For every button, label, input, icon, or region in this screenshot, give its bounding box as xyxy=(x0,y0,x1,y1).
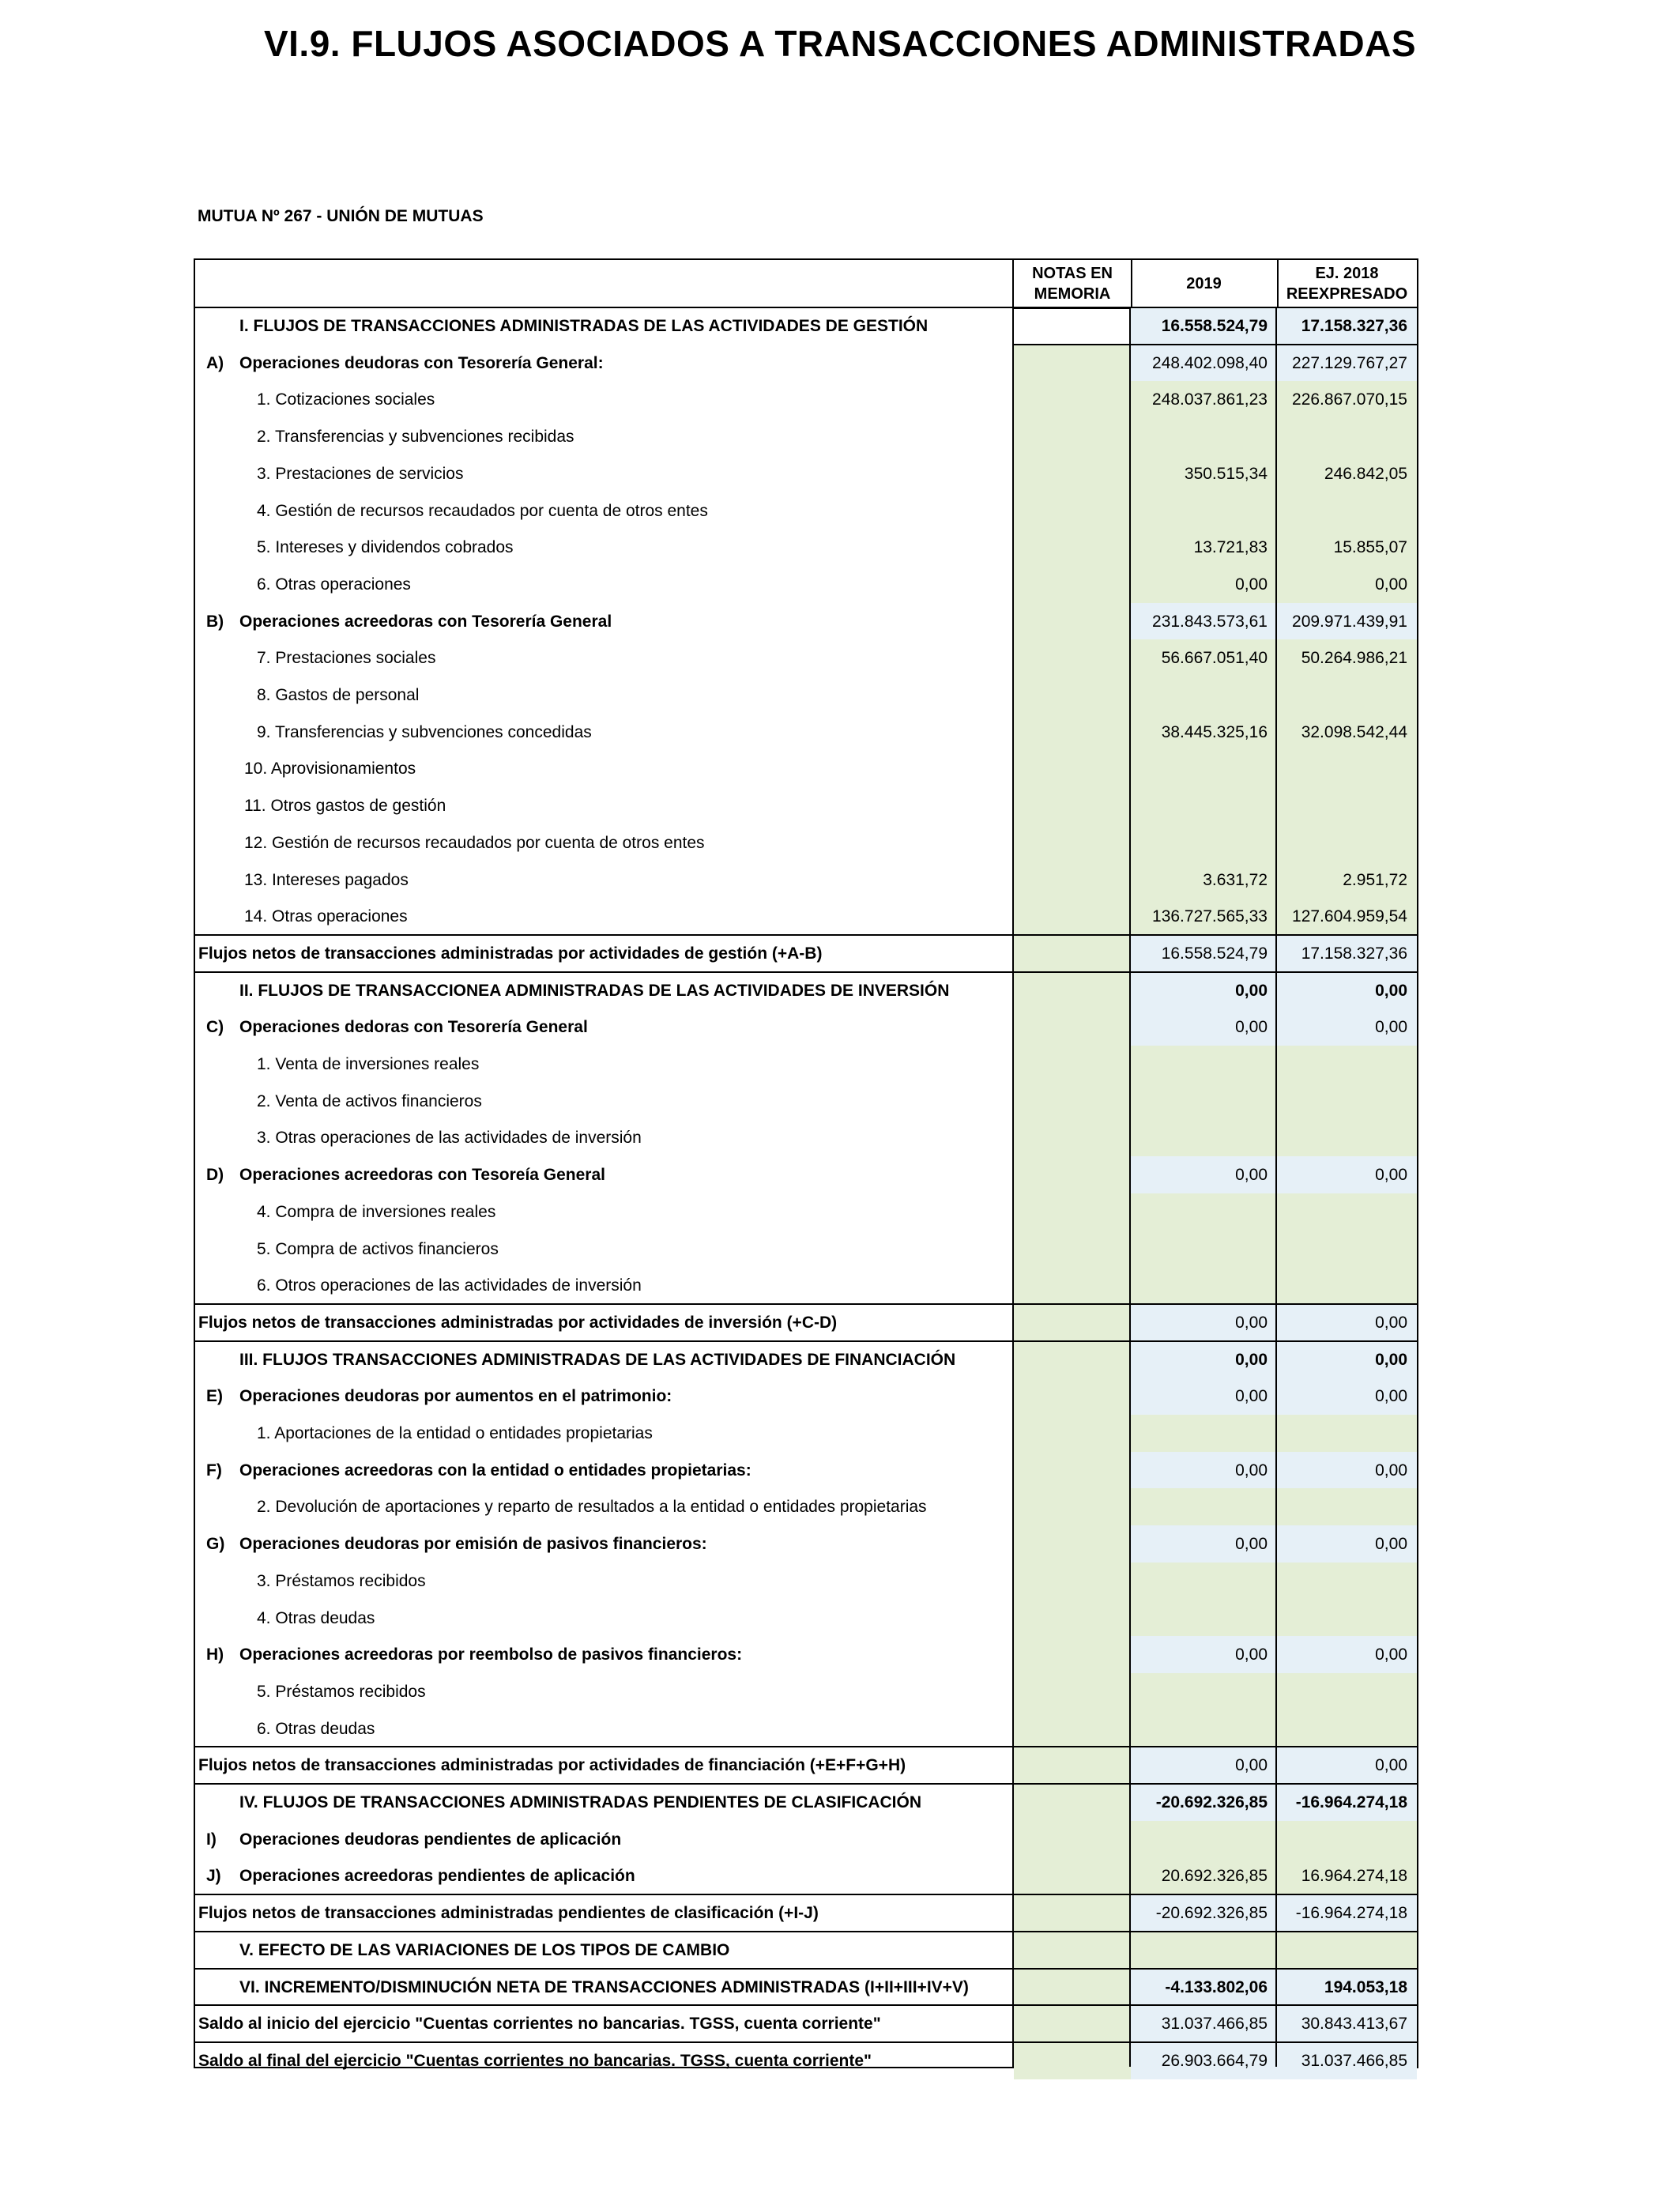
value-2018 xyxy=(1277,1231,1417,1268)
row-label: Operaciones dedoras con Tesorería General xyxy=(239,1018,588,1037)
row-label: 11. Otros gastos de gestión xyxy=(244,797,446,816)
value-2019: 0,00 xyxy=(1235,981,1268,1000)
row-label: 4. Compra de inversiones reales xyxy=(257,1202,496,1221)
notes-cell xyxy=(1014,418,1131,455)
value-2018: 227.129.767,27 xyxy=(1292,353,1407,372)
row-separator xyxy=(195,1894,1417,1895)
value-2018 xyxy=(1277,1710,1417,1747)
value-2018 xyxy=(1277,1563,1417,1600)
value-2019: 0,00 xyxy=(1235,575,1268,594)
row-separator xyxy=(195,307,1417,308)
value-2019: 350.515,34 xyxy=(1184,464,1268,483)
value-2018 xyxy=(1277,1673,1417,1710)
value-2018: 226.867.070,15 xyxy=(1292,390,1407,409)
notes-cell xyxy=(1014,1969,1131,2006)
notes-cell xyxy=(1014,1341,1131,1378)
table-row xyxy=(195,714,1417,751)
notes-cell xyxy=(1014,898,1131,935)
value-2019: 0,00 xyxy=(1235,1646,1268,1664)
table-row xyxy=(195,861,1417,899)
row-separator xyxy=(195,1746,1417,1747)
value-2018 xyxy=(1277,1821,1417,1858)
table-row xyxy=(195,639,1417,677)
value-2019 xyxy=(1131,1488,1277,1525)
row-label: Operaciones deudoras con Tesorería General: xyxy=(239,353,604,372)
table-row xyxy=(195,1821,1417,1858)
table-row xyxy=(195,1415,1417,1452)
notes-cell xyxy=(1014,1710,1131,1747)
row-separator xyxy=(195,2041,1417,2043)
value-2019 xyxy=(1131,1600,1277,1637)
notes-cell xyxy=(1014,1932,1131,1969)
row-code: G) xyxy=(206,1535,225,1554)
notes-cell xyxy=(1014,1821,1131,1858)
value-2018 xyxy=(1277,1119,1417,1156)
notes-cell xyxy=(1014,2005,1131,2042)
table-row xyxy=(195,1784,1417,1821)
notes-cell xyxy=(1014,1525,1131,1563)
value-2019 xyxy=(1131,1083,1277,1120)
table-row xyxy=(195,2005,1417,2042)
value-2018: 50.264.986,21 xyxy=(1301,649,1407,668)
value-2019: 0,00 xyxy=(1235,1350,1268,1369)
value-2019: 0,00 xyxy=(1235,1535,1268,1554)
value-2018 xyxy=(1277,750,1417,787)
table-row xyxy=(195,1932,1417,1969)
table-row xyxy=(195,345,1417,382)
value-2019 xyxy=(1131,1046,1277,1083)
value-2019: -20.692.326,85 xyxy=(1155,1793,1268,1811)
table-row xyxy=(195,972,1417,1009)
table-row xyxy=(195,529,1417,566)
value-2019 xyxy=(1131,1710,1277,1747)
value-2019: 0,00 xyxy=(1235,1166,1268,1185)
notes-cell xyxy=(1014,1083,1131,1120)
row-label: 3. Prestaciones de servicios xyxy=(257,464,464,483)
row-label: III. FLUJOS TRANSACCIONES ADMINISTRADAS DE LAS ACTIVIDADES DE FINANCIACIÓN xyxy=(239,1350,956,1369)
row-label: 5. Intereses y dividendos cobrados xyxy=(257,538,514,557)
notes-cell xyxy=(1014,1894,1131,1932)
value-2018: 17.158.327,36 xyxy=(1301,317,1407,335)
notes-cell xyxy=(1014,1193,1131,1231)
value-2019: 16.558.524,79 xyxy=(1161,944,1268,963)
value-2019 xyxy=(1131,418,1277,455)
notes-cell xyxy=(1014,1415,1131,1452)
notes-cell xyxy=(1014,1231,1131,1268)
value-2018: 0,00 xyxy=(1375,575,1407,594)
notes-cell xyxy=(1014,381,1131,418)
row-separator xyxy=(195,2004,1417,2006)
row-label: 7. Prestaciones sociales xyxy=(257,649,436,668)
value-2018: 127.604.959,54 xyxy=(1292,907,1407,926)
notes-cell xyxy=(1014,529,1131,566)
row-label: 6. Otras operaciones xyxy=(257,575,411,594)
row-label: 2. Devolución de aportaciones y reparto de resultados a la entidad o entidades propietarias xyxy=(257,1498,927,1517)
table-row xyxy=(195,2042,1417,2079)
table-row xyxy=(195,418,1417,455)
row-label: 6. Otras deudas xyxy=(257,1719,375,1738)
notes-cell xyxy=(1014,1673,1131,1710)
value-2018 xyxy=(1277,1046,1417,1083)
table-row xyxy=(195,1304,1417,1341)
value-2018 xyxy=(1277,1267,1417,1304)
value-2019: 56.667.051,40 xyxy=(1161,649,1268,668)
row-code: C) xyxy=(206,1018,224,1037)
table-row xyxy=(195,1008,1417,1046)
value-2018: 0,00 xyxy=(1375,1166,1407,1185)
table-row xyxy=(195,1969,1417,2006)
row-label: Saldo al final del ejercicio "Cuentas corrientes no bancarias. TGSS, cuenta corriente" xyxy=(198,2051,872,2070)
value-2019 xyxy=(1131,787,1277,824)
value-2018: 0,00 xyxy=(1375,1387,1407,1406)
value-2019: 26.903.664,79 xyxy=(1161,2051,1268,2070)
row-separator xyxy=(1012,344,1417,345)
row-label: Flujos netos de transacciones administradas por actividades de financiación (+E+F+G+H) xyxy=(198,1756,906,1775)
notes-cell xyxy=(1014,1378,1131,1415)
value-2018: -16.964.274,18 xyxy=(1295,1904,1407,1923)
value-2018: 0,00 xyxy=(1375,1018,1407,1037)
notes-cell xyxy=(1014,677,1131,714)
table-row xyxy=(195,1119,1417,1156)
row-label: IV. FLUJOS DE TRANSACCIONES ADMINISTRADAS PENDIENTES DE CLASIFICACIÓN xyxy=(239,1793,922,1811)
row-label: 12. Gestión de recursos recaudados por cuenta de otros entes xyxy=(244,833,705,852)
row-label: 8. Gastos de personal xyxy=(257,686,420,704)
table-row xyxy=(195,1378,1417,1415)
row-label: 13. Intereses pagados xyxy=(244,870,409,889)
value-2018 xyxy=(1277,1600,1417,1637)
value-2018: 194.053,18 xyxy=(1324,1977,1407,1996)
row-separator xyxy=(195,934,1417,936)
table-row xyxy=(195,566,1417,603)
notes-cell xyxy=(1014,566,1131,603)
row-label: 5. Compra de activos financieros xyxy=(257,1239,499,1258)
table-row xyxy=(195,1156,1417,1193)
row-code: E) xyxy=(206,1387,223,1406)
value-2018 xyxy=(1277,787,1417,824)
row-label: 14. Otras operaciones xyxy=(244,907,408,926)
value-2018: 0,00 xyxy=(1375,1535,1407,1554)
value-2018 xyxy=(1277,824,1417,861)
value-2018: 17.158.327,36 xyxy=(1301,944,1407,963)
row-label: Flujos netos de transacciones administradas por actividades de inversión (+C-D) xyxy=(198,1313,838,1332)
notes-cell xyxy=(1014,861,1131,899)
notes-cell xyxy=(1014,1784,1131,1821)
value-2018: 0,00 xyxy=(1375,981,1407,1000)
notes-cell xyxy=(1014,455,1131,492)
value-2018 xyxy=(1277,492,1417,530)
row-label: Flujos netos de transacciones administradas por actividades de gestión (+A-B) xyxy=(198,944,823,963)
cash-flow-table xyxy=(194,258,1418,2068)
notes-cell xyxy=(1014,492,1131,530)
row-separator xyxy=(195,1931,1417,1932)
page-title: VI.9. FLUJOS ASOCIADOS A TRANSACCIONES ADMINISTRADAS xyxy=(263,23,1417,64)
row-label: 3. Otras operaciones de las actividades de inversión xyxy=(257,1129,642,1148)
row-separator xyxy=(195,1340,1417,1342)
value-2019: 20.692.326,85 xyxy=(1161,1867,1268,1886)
notes-cell xyxy=(1014,1156,1131,1193)
notes-cell xyxy=(1014,1452,1131,1489)
table-row xyxy=(195,1341,1417,1378)
value-2019: 248.037.861,23 xyxy=(1152,390,1268,409)
row-code: H) xyxy=(206,1646,224,1664)
row-label: VI. INCREMENTO/DISMINUCIÓN NETA DE TRANSACCIONES ADMINISTRADAS (I+II+III+IV+V) xyxy=(239,1977,969,1996)
row-label: V. EFECTO DE LAS VARIACIONES DE LOS TIPOS DE CAMBIO xyxy=(239,1940,730,1959)
value-2019 xyxy=(1131,1267,1277,1304)
row-code: J) xyxy=(206,1867,221,1886)
value-2019: 248.402.098,40 xyxy=(1152,353,1268,372)
value-2019: 0,00 xyxy=(1235,1756,1268,1775)
entity-label: MUTUA Nº 267 - UNIÓN DE MUTUAS xyxy=(198,207,484,225)
table-row xyxy=(195,307,1417,345)
table-row xyxy=(195,603,1417,640)
notes-cell xyxy=(1014,1488,1131,1525)
table-row xyxy=(195,455,1417,492)
row-label: Operaciones deudoras por aumentos en el patrimonio: xyxy=(239,1387,672,1406)
value-2019: 0,00 xyxy=(1235,1018,1268,1037)
value-2018 xyxy=(1277,677,1417,714)
value-2019: 0,00 xyxy=(1235,1313,1268,1332)
year2019-column-line xyxy=(1129,307,1131,2067)
notes-cell xyxy=(1014,1747,1131,1784)
notes-cell xyxy=(1014,1857,1131,1894)
table-row xyxy=(195,381,1417,418)
table-row xyxy=(195,1525,1417,1563)
row-label: II. FLUJOS DE TRANSACCIONEA ADMINISTRADAS DE LAS ACTIVIDADES DE INVERSIÓN xyxy=(239,981,950,1000)
table-row xyxy=(195,750,1417,787)
value-2019: 16.558.524,79 xyxy=(1161,317,1268,335)
row-label: Operaciones deudoras por emisión de pasivos financieros: xyxy=(239,1535,707,1554)
value-2018 xyxy=(1277,1083,1417,1120)
table-row xyxy=(195,1857,1417,1894)
row-label: 9. Transferencias y subvenciones concedidas xyxy=(257,722,592,741)
value-2019 xyxy=(1131,824,1277,861)
value-2019 xyxy=(1131,1673,1277,1710)
notes-cell xyxy=(1014,824,1131,861)
notes-cell xyxy=(1014,2042,1131,2079)
row-code: I) xyxy=(206,1830,217,1849)
table-row xyxy=(195,1563,1417,1600)
notes-cell xyxy=(1014,603,1131,640)
value-2018: 0,00 xyxy=(1375,1350,1407,1369)
header-notes: NOTAS EN MEMORIA xyxy=(1032,265,1113,303)
row-label: 2. Venta de activos financieros xyxy=(257,1091,482,1110)
notes-cell xyxy=(1014,935,1131,972)
notes-cell xyxy=(1014,787,1131,824)
table-row xyxy=(195,787,1417,824)
notes-cell xyxy=(1014,972,1131,1009)
value-2019 xyxy=(1131,1415,1277,1452)
value-2018: 0,00 xyxy=(1375,1313,1407,1332)
value-2018 xyxy=(1277,418,1417,455)
value-2018 xyxy=(1277,1488,1417,1525)
row-code: B) xyxy=(206,612,224,631)
row-separator xyxy=(195,1968,1417,1970)
table-row xyxy=(195,1747,1417,1784)
row-label: 1. Venta de inversiones reales xyxy=(257,1055,480,1073)
value-2019: -20.692.326,85 xyxy=(1155,1904,1268,1923)
year2018-column-line xyxy=(1275,307,1277,2067)
table-row xyxy=(195,492,1417,530)
table-row xyxy=(195,1636,1417,1673)
value-2018 xyxy=(1277,1193,1417,1231)
table-row xyxy=(195,1488,1417,1525)
value-2019 xyxy=(1131,1821,1277,1858)
row-label: 6. Otros operaciones de las actividades de inversión xyxy=(257,1276,642,1295)
value-2019: 38.445.325,16 xyxy=(1161,722,1268,741)
value-2018: 246.842,05 xyxy=(1324,464,1407,483)
notes-cell xyxy=(1014,1119,1131,1156)
notes-cell xyxy=(1014,1600,1131,1637)
value-2019 xyxy=(1131,1563,1277,1600)
table-row xyxy=(195,1894,1417,1932)
row-label: Saldo al inicio del ejercicio "Cuentas corrientes no bancarias. TGSS, cuenta corriente" xyxy=(198,2015,881,2034)
value-2018 xyxy=(1277,1932,1417,1969)
row-code: A) xyxy=(206,353,224,372)
table-row xyxy=(195,1673,1417,1710)
value-2018: 15.855,07 xyxy=(1333,538,1407,557)
notes-cell xyxy=(1014,345,1131,382)
table-row xyxy=(195,677,1417,714)
notes-cell xyxy=(1014,750,1131,787)
value-2019 xyxy=(1131,1193,1277,1231)
row-label: 3. Préstamos recibidos xyxy=(257,1571,426,1590)
header-2018: EJ. 2018 REEXPRESADO xyxy=(1286,265,1408,303)
value-2018: 209.971.439,91 xyxy=(1292,612,1407,631)
value-2019: 31.037.466,85 xyxy=(1161,2015,1268,2034)
value-2019: -4.133.802,06 xyxy=(1165,1977,1268,1996)
notes-cell xyxy=(1014,307,1131,345)
value-2019: 0,00 xyxy=(1235,1387,1268,1406)
table-row xyxy=(195,1710,1417,1747)
row-label: 4. Gestión de recursos recaudados por cuenta de otros entes xyxy=(257,501,708,520)
value-2019: 0,00 xyxy=(1235,1461,1268,1480)
value-2019: 136.727.565,33 xyxy=(1152,907,1268,926)
table-row xyxy=(195,1267,1417,1304)
value-2019 xyxy=(1131,750,1277,787)
row-label: 1. Cotizaciones sociales xyxy=(257,390,435,409)
row-label: I. FLUJOS DE TRANSACCIONES ADMINISTRADAS DE LAS ACTIVIDADES DE GESTIÓN xyxy=(239,317,929,335)
row-label: 2. Transferencias y subvenciones recibidas xyxy=(257,428,574,447)
value-2018: 2.951,72 xyxy=(1343,870,1407,889)
row-label: Flujos netos de transacciones administradas pendientes de clasificación (+I-J) xyxy=(198,1904,819,1923)
row-label: Operaciones acreedoras con Tesorería General xyxy=(239,612,612,631)
notes-cell xyxy=(1014,1046,1131,1083)
header-2019: 2019 xyxy=(1186,275,1222,292)
notes-cell xyxy=(1014,1008,1131,1046)
value-2018: 0,00 xyxy=(1375,1461,1407,1480)
value-2019 xyxy=(1131,1231,1277,1268)
notes-column-line xyxy=(1012,307,1014,2067)
notes-cell xyxy=(1014,1304,1131,1341)
value-2019 xyxy=(1131,677,1277,714)
row-separator xyxy=(195,971,1417,973)
value-2018: 16.964.274,18 xyxy=(1301,1867,1407,1886)
value-2018: 30.843.413,67 xyxy=(1301,2015,1407,2034)
row-label: 10. Aprovisionamientos xyxy=(244,760,416,778)
table-row xyxy=(195,1231,1417,1268)
row-separator xyxy=(195,1783,1417,1785)
row-label: Operaciones acreedoras pendientes de aplicación xyxy=(239,1867,635,1886)
value-2018: 32.098.542,44 xyxy=(1301,722,1407,741)
table-row xyxy=(195,935,1417,972)
value-2019: 3.631,72 xyxy=(1203,870,1268,889)
table-row xyxy=(195,898,1417,935)
row-code: D) xyxy=(206,1166,224,1185)
notes-cell xyxy=(1014,714,1131,751)
row-separator xyxy=(195,1303,1417,1305)
table-row xyxy=(195,1083,1417,1120)
value-2018 xyxy=(1277,1415,1417,1452)
value-2018: 31.037.466,85 xyxy=(1301,2051,1407,2070)
value-2019 xyxy=(1131,492,1277,530)
table-row xyxy=(195,1046,1417,1083)
table-row xyxy=(195,1600,1417,1637)
value-2019: 231.843.573,61 xyxy=(1152,612,1268,631)
table-row xyxy=(195,824,1417,861)
value-2019 xyxy=(1131,1119,1277,1156)
value-2019: 13.721,83 xyxy=(1193,538,1268,557)
row-label: Operaciones acreedoras con la entidad o entidades propietarias: xyxy=(239,1461,751,1480)
row-label: 4. Otras deudas xyxy=(257,1608,375,1627)
notes-cell xyxy=(1014,1636,1131,1673)
notes-cell xyxy=(1014,1563,1131,1600)
row-label: 5. Préstamos recibidos xyxy=(257,1682,426,1701)
value-2019 xyxy=(1131,1932,1277,1969)
row-label: Operaciones acreedoras por reembolso de pasivos financieros: xyxy=(239,1646,743,1664)
value-2018: 0,00 xyxy=(1375,1756,1407,1775)
value-2018: 0,00 xyxy=(1375,1646,1407,1664)
table-row xyxy=(195,1193,1417,1231)
table-row xyxy=(195,1452,1417,1489)
row-label: Operaciones acreedoras con Tesoreía General xyxy=(239,1166,605,1185)
row-label: Operaciones deudoras pendientes de aplicación xyxy=(239,1830,622,1849)
row-label: 1. Aportaciones de la entidad o entidades propietarias xyxy=(257,1424,653,1442)
value-2018: -16.964.274,18 xyxy=(1295,1793,1407,1811)
row-code: F) xyxy=(206,1461,222,1480)
notes-cell xyxy=(1014,1267,1131,1304)
notes-cell xyxy=(1014,639,1131,677)
